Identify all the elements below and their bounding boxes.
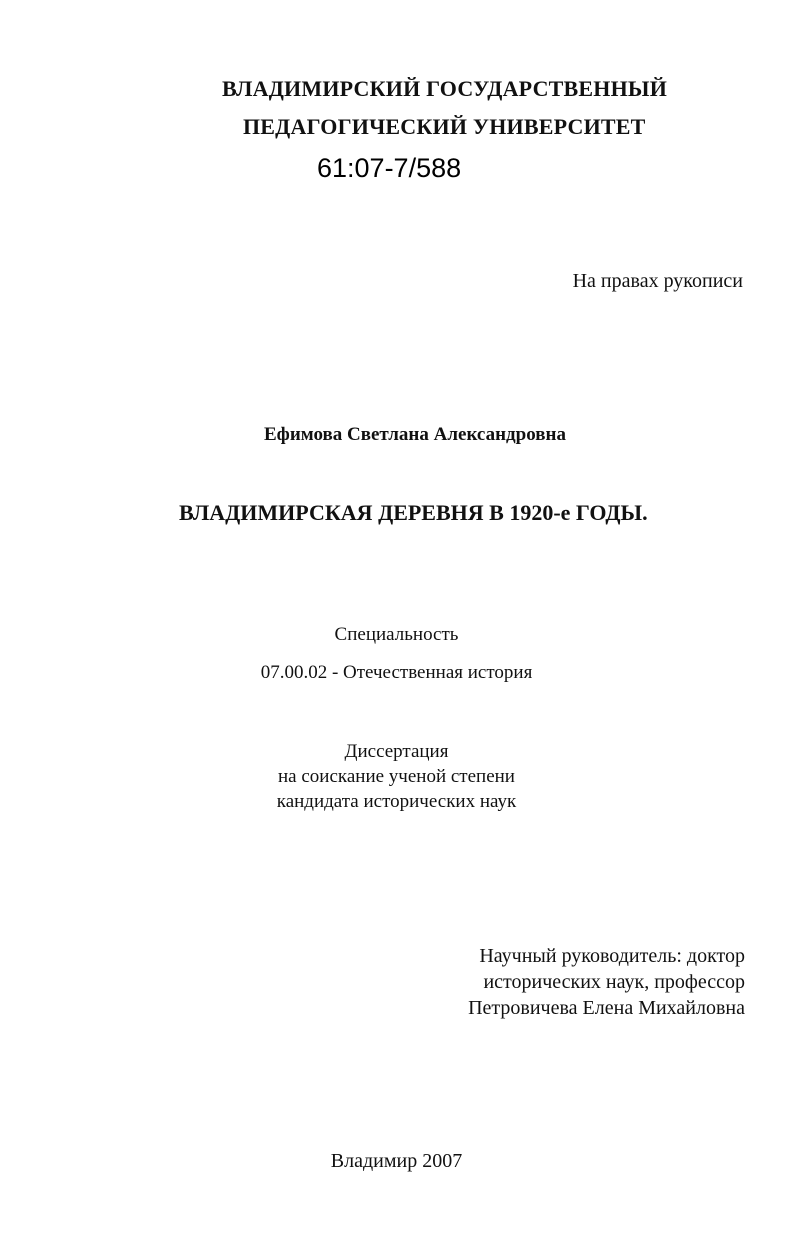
dissertation-line-3: кандидата исторических наук [276, 791, 517, 812]
city-year: Владимир 2007 [330, 1150, 463, 1172]
dissertation-line-1: Диссертация [344, 741, 449, 762]
specialty-label: Специальность [334, 624, 459, 645]
catalog-number-stamp: 61:07-7/588 [317, 153, 462, 183]
supervisor-line-3: Петровичева Елена Михайловна [468, 997, 745, 1019]
supervisor-line-1: Научный руководитель: доктор [479, 945, 745, 967]
dissertation-title: ВЛАДИМИРСКАЯ ДЕРЕВНЯ В 1920-е ГОДЫ. [179, 500, 648, 525]
supervisor-line-2: исторических наук, профессор [483, 971, 745, 993]
author-name: Ефимова Светлана Александровна [264, 424, 566, 445]
university-name-line-1: ВЛАДИМИРСКИЙ ГОСУДАРСТВЕННЫЙ [222, 76, 668, 101]
specialty-code: 07.00.02 - Отечественная история [260, 662, 533, 683]
supervisor-block [468, 943, 745, 1021]
dissertation-line-2: на соискание ученой степени [278, 766, 515, 787]
university-name-line-2: ПЕДАГОГИЧЕСКИЙ УНИВЕРСИТЕТ [243, 114, 646, 139]
rights-note: На правах рукописи [572, 270, 743, 292]
